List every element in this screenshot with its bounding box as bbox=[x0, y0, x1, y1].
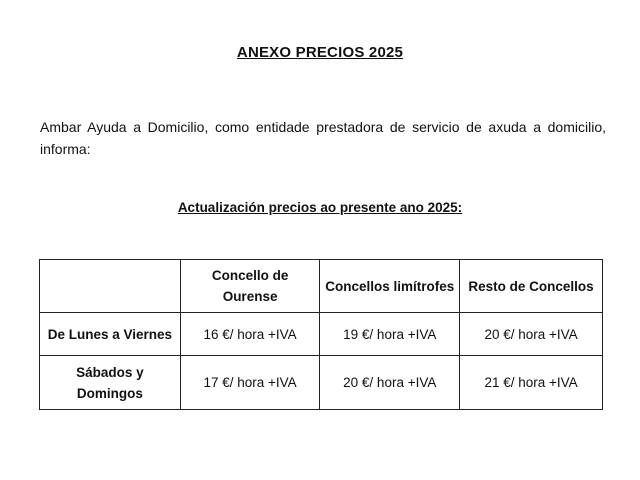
table-subtitle: Actualización precios ao presente ano 2025: bbox=[177, 200, 463, 215]
header-cell-concello-ourense: Concello de Ourense bbox=[180, 260, 320, 313]
price-cell: 16 €/ hora +IVA bbox=[180, 313, 320, 356]
intro-paragraph: Ambar Ayuda a Domicilio, como entidade prestadora de servicio de axuda a domicilio, informa: bbox=[40, 119, 606, 157]
row-label-weekends: Sábados y Domingos bbox=[40, 356, 181, 410]
table-row bbox=[40, 356, 603, 410]
header-cell-concellos-limitrofes: Concellos limítrofes bbox=[320, 260, 460, 313]
price-cell: 17 €/ hora +IVA bbox=[180, 356, 320, 410]
row-label-weekdays: De Lunes a Viernes bbox=[40, 313, 181, 356]
header-cell-empty bbox=[40, 260, 181, 313]
price-cell: 19 €/ hora +IVA bbox=[320, 313, 460, 356]
header-cell-resto-concellos: Resto de Concellos bbox=[460, 260, 603, 313]
price-table bbox=[39, 259, 603, 410]
table-row bbox=[40, 313, 603, 356]
price-cell: 21 €/ hora +IVA bbox=[460, 356, 603, 410]
table-header-row bbox=[40, 260, 603, 313]
price-cell: 20 €/ hora +IVA bbox=[320, 356, 460, 410]
price-cell: 20 €/ hora +IVA bbox=[460, 313, 603, 356]
document-title: ANEXO PRECIOS 2025 bbox=[236, 44, 404, 61]
